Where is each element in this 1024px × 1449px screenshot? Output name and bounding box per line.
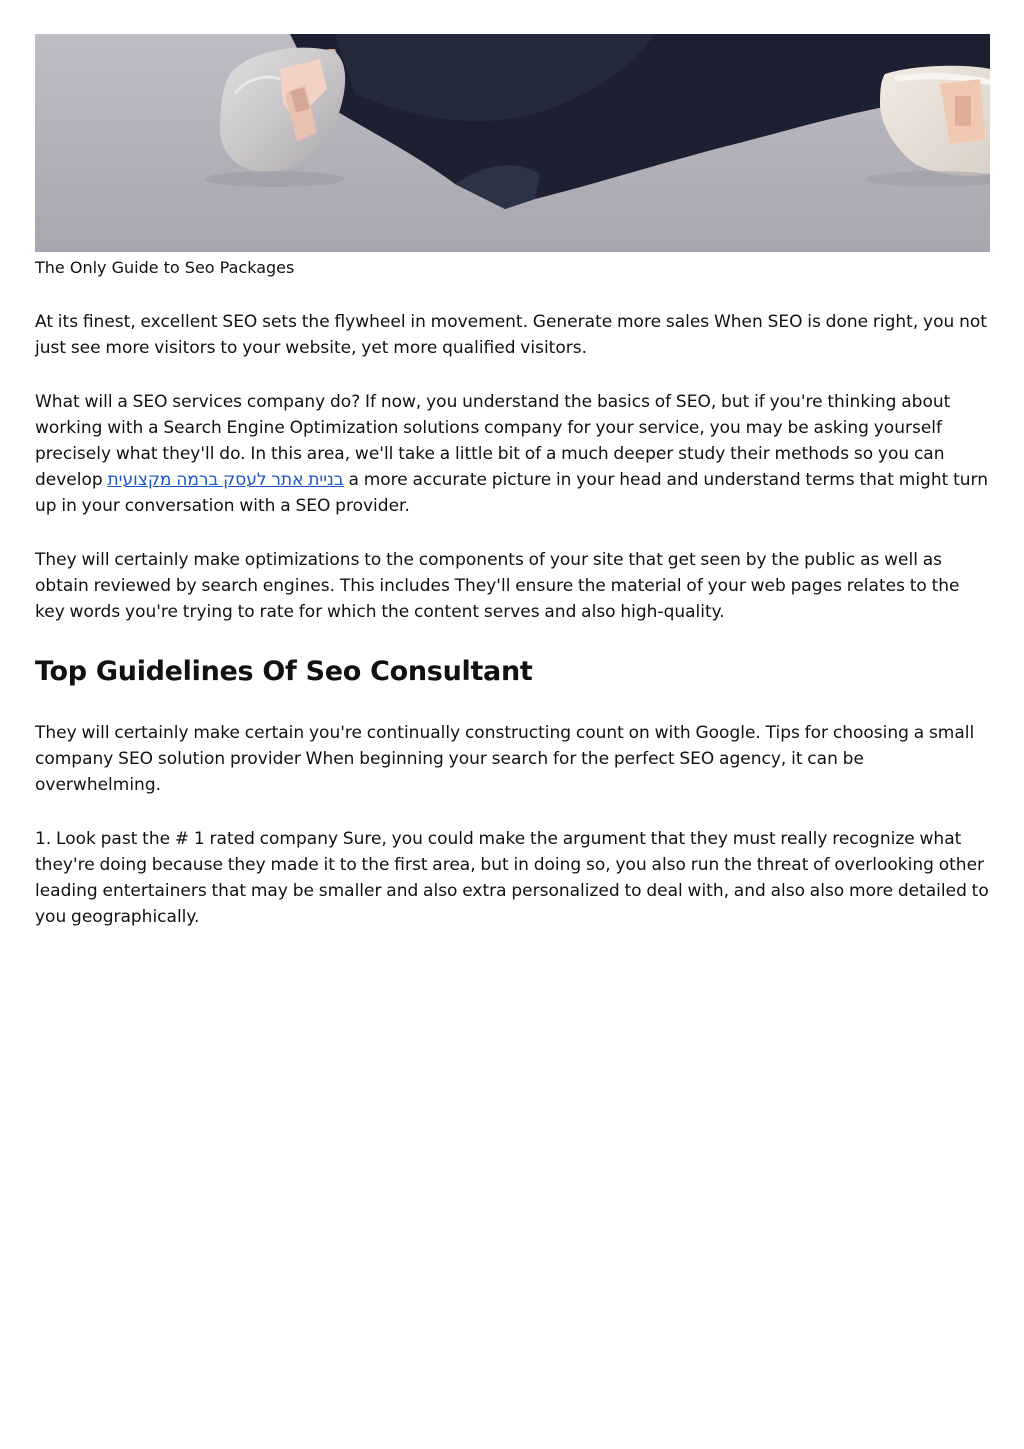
article: [35, 34, 990, 930]
paragraph-trust: They will certainly make certain you're continually constructing count on with Google. Tips for choosing a small company SEO solution provider When beginning your search for the perfect SEO agency, it can be overwhelming.: [35, 723, 975, 795]
paragraph-services-text-before: What will a SEO services company do? If now, you understand the basics of SEO, but if you're thinking about working with a Search Engine Optimization solutions company for your service, you may be asking yourself precisely what they'll do. In this area, we'll take a little bit of a much deeper study their methods so you can develop: [35, 392, 951, 490]
hero-photo: [35, 34, 990, 252]
paragraph-optimizations: They will certainly make optimizations to the components of your site that get seen by the public as well as obtain reviewed by search engines. This includes They'll ensure the material of your web pages relates to the key words you're trying to rate for which the content serves and also high-quality.: [35, 550, 960, 622]
section-heading: Top Guidelines Of Seo Consultant: [35, 656, 533, 687]
paragraph-intro: At its finest, excellent SEO sets the flywheel in movement. Generate more sales When SEO is done right, you not just see more visitors to your website, yet more qualified visitors.: [35, 312, 987, 358]
paragraph-services-text-after: a more accurate picture in your head and understand terms that might turn up in your conversation with a SEO provider.: [35, 470, 988, 516]
image-caption: The Only Guide to Seo Packages: [35, 258, 295, 277]
hebrew-website-link[interactable]: בניית אתר לעסק ברמה מקצועית: [107, 470, 344, 490]
paragraph-services: [35, 389, 990, 519]
paragraph-tip-one: 1. Look past the # 1 rated company Sure, you could make the argument that they must really recognize what they're doing because they made it to the first area, but in doing so, you also run the threat of overlooking other leading entertainers that may be smaller and also extra personalized to deal with, and also also more detailed to you geographically.: [35, 829, 989, 927]
